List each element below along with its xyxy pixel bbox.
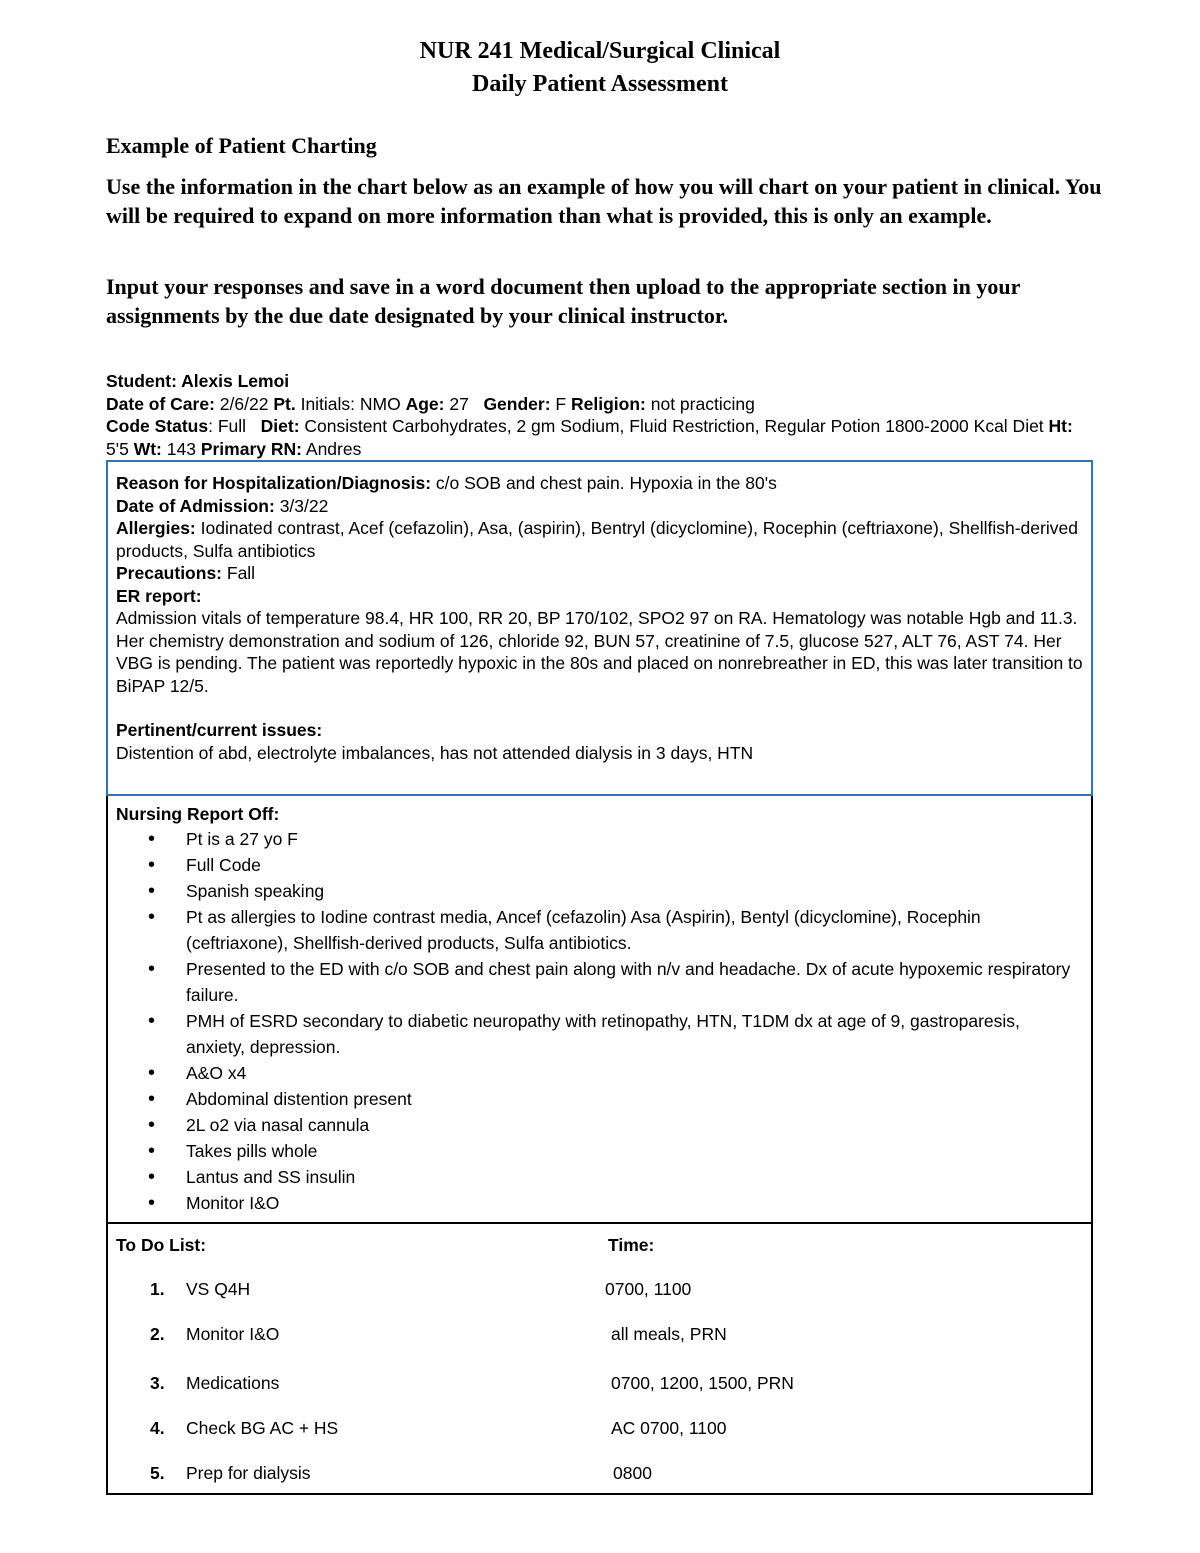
reason-value: c/o SOB and chest pain. Hypoxia in the 80's <box>435 473 777 493</box>
age-label: Age: <box>405 393 445 414</box>
list-item: • PMH of ESRD secondary to diabetic neuropathy with retinopathy, HTN, T1DM dx at age of 9, gastroparesis, anxiety, depression. <box>116 1008 1083 1060</box>
student-label: Student: Alexis Lemoi <box>106 371 290 391</box>
todo-task: Check BG AC + HS <box>186 1418 339 1438</box>
list-item: • Lantus and SS insulin <box>116 1164 1083 1190</box>
pertinent-issues-label: Pertinent/current issues: <box>116 720 323 740</box>
todo-task: Medications <box>186 1373 280 1393</box>
table-row <box>108 1462 1091 1486</box>
allergies-label: Allergies: <box>116 518 196 538</box>
diet-label: Diet: <box>260 416 300 436</box>
list-item: • Presented to the ED with c/o SOB and chest pain along with n/v and headache. Dx of acute hypoxemic respiratory failure. <box>116 956 1083 1008</box>
hospitalization-section <box>106 460 1093 796</box>
diet-value: Consistent Carbohydrates, 2 gm Sodium, Fluid Restriction, Regular Potion 1800-2000 Kcal Diet <box>304 416 1044 436</box>
table-row <box>108 1278 1091 1302</box>
code-status-value: : Full <box>208 416 247 436</box>
todo-time: 0700, 1100 <box>605 1279 692 1299</box>
list-item: • Spanish speaking <box>116 878 1083 904</box>
todo-time: AC 0700, 1100 <box>611 1418 727 1438</box>
example-heading: Example of Patient Charting <box>106 133 377 158</box>
height-value: 5'5 <box>106 438 129 459</box>
list-item: • Abdominal distention present <box>116 1086 1083 1112</box>
table-row <box>108 1417 1091 1441</box>
admission-date-label: Date of Admission: <box>116 495 275 516</box>
list-item: • Pt as allergies to Iodine contrast media, Ancef (cefazolin) Asa (Aspirin), Bentyl (dicyclomine), Rocephin (ceftriaxone), Shellfish-derived products, Sulfa antibiotics. <box>116 904 1083 956</box>
gender-label: Gender: <box>483 393 551 414</box>
code-status-label: Code Status <box>106 416 209 436</box>
gender-value: F <box>555 393 567 414</box>
date-of-care-label: Date of Care: <box>106 393 215 414</box>
patient-info <box>106 370 1096 460</box>
todo-task: VS Q4H <box>186 1279 251 1299</box>
todo-number: 2. <box>150 1324 165 1344</box>
todo-task: Monitor I&O <box>186 1324 280 1344</box>
list-item: • Full Code <box>116 852 1083 878</box>
er-report-text: Admission vitals of temperature 98.4, HR 100, RR 20, BP 170/102, SPO2 97 on RA. Hematology was notable Hgb and 11.3. Her chemistry demonstration and sodium of 126, chloride 92, BUN 57, creatinine of 7.5, glucose 527, ALT 76, AST 74. Her VBG is pending. The patient was reportedly hypoxic in the 80s and placed on nonrebreather in ED, this was later transition to BiPAP 12/5. <box>116 608 1083 696</box>
reason-label: Reason for Hospitalization/Diagnosis: <box>116 473 432 493</box>
intro-paragraph-1: Use the information in the chart below as an example of how you will chart on your patient in clinical. You will be required to expand on more information than what is provided, this is only an example. <box>106 174 1102 228</box>
weight-value: 143 <box>166 438 196 459</box>
initials-text: Initials: NMO <box>300 393 401 414</box>
todo-list-label: To Do List: <box>116 1235 207 1255</box>
todo-time: 0700, 1200, 1500, PRN <box>611 1373 794 1393</box>
precautions-label: Precautions: <box>116 563 222 583</box>
religion-label: Religion: <box>571 393 646 414</box>
date-of-care-value: 2/6/22 <box>219 393 269 414</box>
age-value: 27 <box>449 393 469 414</box>
allergies-value: Iodinated contrast, Acef (cefazolin), Asa, (aspirin), Bentryl (dicyclomine), Rocephin (ceftriaxone), Shellfish-derived products, Sulfa antibiotics <box>116 518 1078 561</box>
religion-value: not practicing <box>650 393 755 414</box>
admission-date-value: 3/3/22 <box>279 495 329 516</box>
todo-number: 4. <box>150 1418 165 1438</box>
todo-number: 5. <box>150 1463 165 1483</box>
table-row <box>108 1323 1091 1347</box>
primary-rn-label: Primary RN: <box>200 438 302 459</box>
document-subtitle: Daily Patient Assessment <box>472 71 728 97</box>
intro-paragraph-2: Input your responses and save in a word document then upload to the appropriate section in your assignments by the due date designated by your clinical instructor. <box>106 274 1020 328</box>
nursing-report-label: Nursing Report Off: <box>116 804 280 824</box>
list-item: • 2L o2 via nasal cannula <box>116 1112 1083 1138</box>
primary-rn-value: Andres <box>305 438 362 459</box>
er-report-label: ER report: <box>116 585 202 606</box>
document-title: NUR 241 Medical/Surgical Clinical <box>419 38 781 64</box>
height-label: Ht: <box>1048 416 1073 436</box>
weight-label: Wt: <box>133 438 162 459</box>
todo-task: Prep for dialysis <box>186 1463 311 1483</box>
list-item: • A&O x4 <box>116 1060 1083 1086</box>
list-item: • Pt is a 27 yo F <box>116 826 1083 852</box>
pertinent-issues-text: Distention of abd, electrolyte imbalances, has not attended dialysis in 3 days, HTN <box>116 742 754 763</box>
list-item: • Takes pills whole <box>116 1138 1083 1164</box>
todo-time: 0800 <box>613 1463 652 1483</box>
table-row <box>108 1372 1091 1396</box>
nursing-report-list <box>116 826 1083 1216</box>
precautions-value: Fall <box>226 563 256 583</box>
pt-label: Pt. <box>273 393 296 414</box>
todo-time: all meals, PRN <box>611 1324 727 1344</box>
todo-number: 3. <box>150 1373 165 1393</box>
list-item: • Monitor I&O <box>116 1190 1083 1216</box>
todo-number: 1. <box>150 1279 165 1299</box>
todo-section <box>106 1224 1093 1495</box>
todo-time-label: Time: <box>608 1235 655 1255</box>
nursing-report-section <box>106 796 1093 1224</box>
